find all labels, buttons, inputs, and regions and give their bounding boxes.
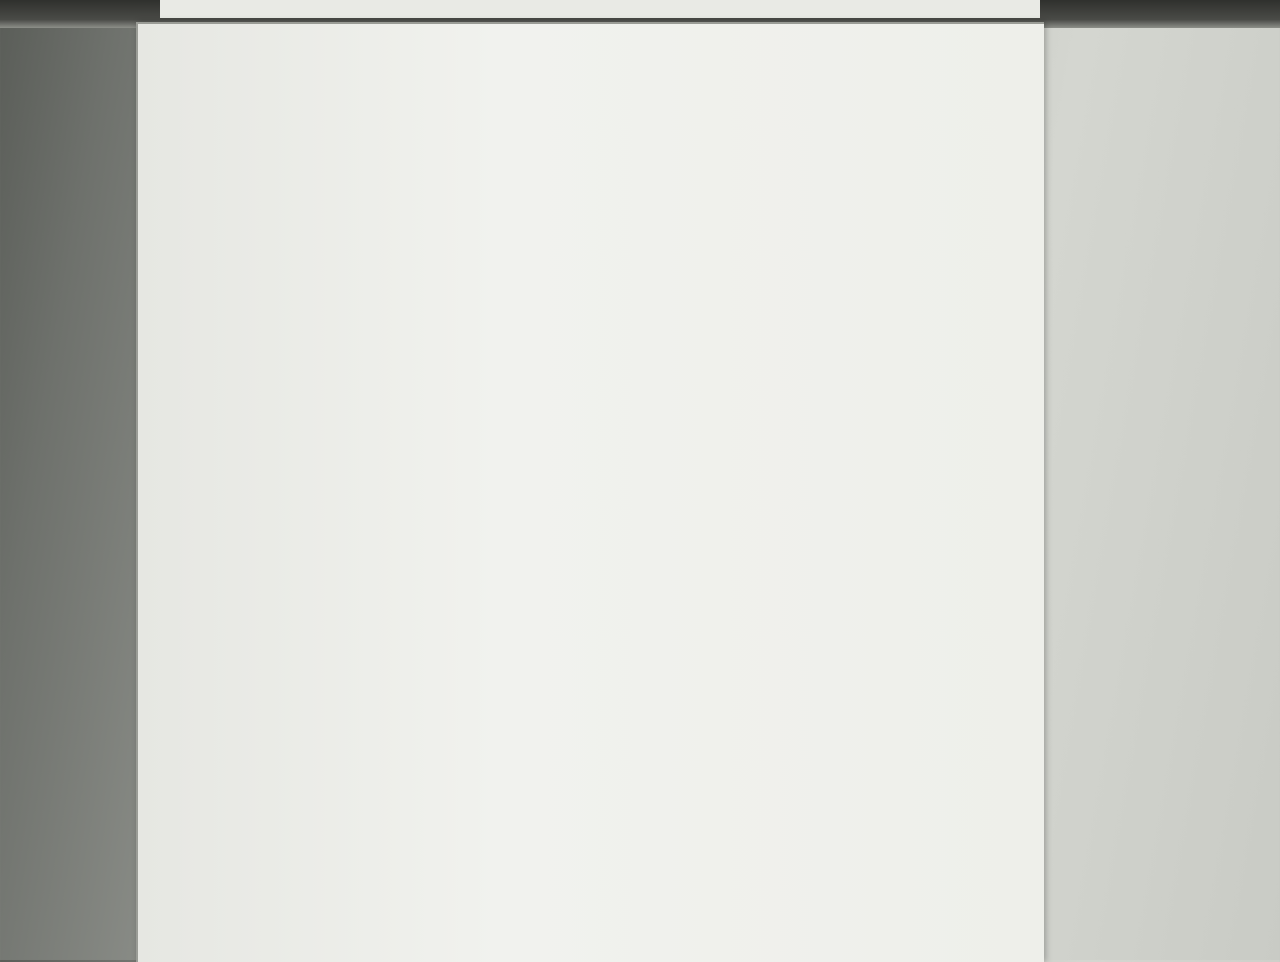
problem-text [162, 630, 1012, 636]
